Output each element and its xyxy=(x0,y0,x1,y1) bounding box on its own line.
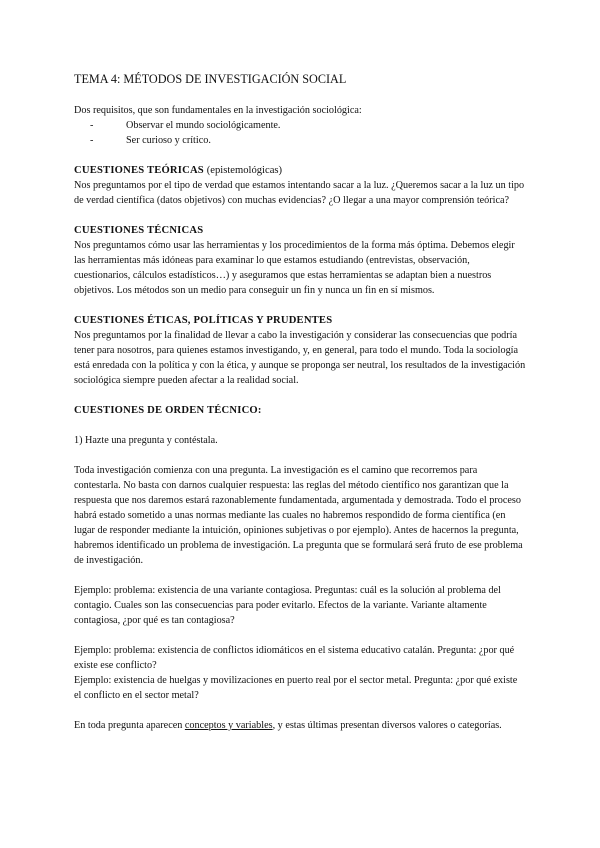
intro-paragraph: Dos requisitos, que son fundamentales en la investigación sociológica: xyxy=(74,105,362,116)
paragraph-investigacion: Toda investigación comienza con una pregunta. La investigación es el camino que recorremos para contestarla. No basta con darnos cualquier respuesta: las reglas del método científico nos garantizan que la respuesta que nos daremos estará razonablemente fundamentada, argumentada y demostrada. Todo el proceso habrá estado sometido a unas normas mediante las cuales no habremos respondido de forma científica (en lugar de responder mediante la intuición, opiniones subjetivas o por ejemplo). Antes de hacernos la pregunta, habremos identificado un problema de investigación. La pregunta que se formulará será fruto de ese problema de investigación. xyxy=(74,465,523,566)
section-body-tecnicas: Nos preguntamos cómo usar las herramientas y los procedimientos de la forma más óptima. Debemos elegir las herramientas más idóneas para examinar lo que estamos estudiando (entrevistas, observación, cuestionarios, cálculos estadísticos…) y aseguramos que estas herramientas se adaptan bien a nuestros objetivos. Los métodos son un medio para conseguir un fin y nunca un fin en sí mismos. xyxy=(74,240,515,296)
page-title: TEMA 4: MÉTODOS DE INVESTIGACIÓN SOCIAL xyxy=(74,72,347,86)
section-heading-teoricas: CUESTIONES TEÓRICAS (epistemológicas) xyxy=(74,165,283,176)
section-heading-orden-tecnico: CUESTIONES DE ORDEN TÉCNICO: xyxy=(74,405,262,416)
step-1: 1) Hazte una pregunta y contéstala. xyxy=(74,435,218,446)
example-1: Ejemplo: problema: existencia de una variante contagiosa. Preguntas: cuál es la solución al problema del contagio. Cuales son las consecuencias para poder evitarlo. Efectos de la variante. Variante altamente contagiosa, ¿por qué es tan contagiosa? xyxy=(74,585,501,626)
example-2: Ejemplo: problema: existencia de conflictos idiomáticos en el sistema educativo catalán. Pregunta: ¿por qué existe ese conflicto? xyxy=(74,645,515,671)
list-item: - Ser curioso y crítico. xyxy=(90,135,211,146)
requisitos-list xyxy=(74,118,526,148)
section-body-teoricas: Nos preguntamos por el tipo de verdad que estamos intentando sacar a la luz. ¿Queremos sacar a la luz un tipo de verdad científica (datos objetivos) con muchas evidencias? ¿O llegar a una mayor comprensión teórica? xyxy=(74,180,525,206)
document-content xyxy=(74,71,526,733)
final-paragraph: En toda pregunta aparecen conceptos y variables, y estas últimas presentan diversos valores o categorías. xyxy=(74,720,502,731)
example-3: Ejemplo: existencia de huelgas y movilizaciones en puerto real por el sector metal. Pregunta: ¿por qué existe el conflicto en el sector metal? xyxy=(74,675,518,701)
section-heading-eticas: CUESTIONES ÉTICAS, POLÍTICAS Y PRUDENTES xyxy=(74,315,333,326)
conceptos-variables-term: conceptos y variables xyxy=(184,720,273,731)
section-heading-tecnicas: CUESTIONES TÉCNICAS xyxy=(74,225,204,236)
list-item: - Observar el mundo sociológicamente. xyxy=(90,120,281,131)
section-body-eticas: Nos preguntamos por la finalidad de llevar a cabo la investigación y considerar las consecuencias que podría tener para nosotros, para quienes estamos investigando, y, en general, para todo el mundo. Toda la sociología está enredada con la política y con la ética, y aunque se proponga ser neutral, los resultados de la investigación sociológica siempre pueden afectar a la realidad social. xyxy=(74,330,526,386)
